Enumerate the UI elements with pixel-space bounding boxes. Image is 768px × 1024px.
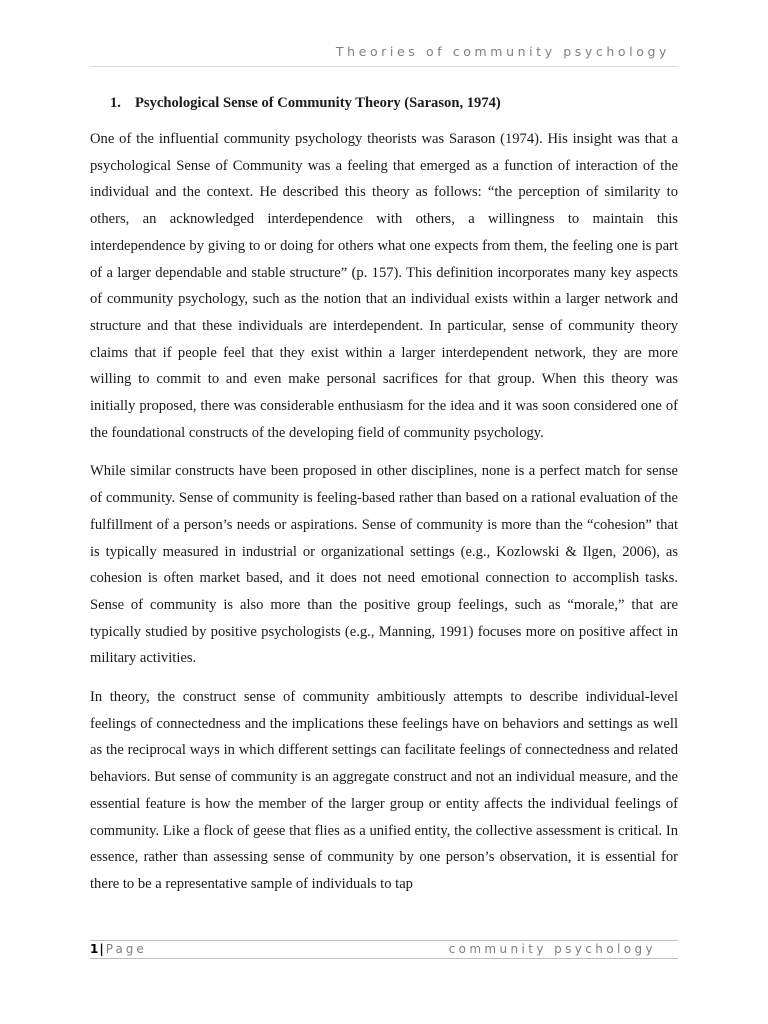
footer-separator: | bbox=[99, 942, 104, 956]
paragraph-1: One of the influential community psychology theorists was Sarason (1974). His insight was that a psychological Sense of Community was a feeling that emerged as a function of interaction of the individual and the context. He described this theory as follows: “the perception of similarity to others, an acknowledged interdependence with others, a willingness to maintain this interdependence by giving to or doing for others what one expects from them, the feeling one is part of a larger dependable and stable structure” (p. 157). This definition incorporates many key aspects of community psychology, such as the notion that an individual exists within a larger network and structure and that these individuals are interdependent. In particular, sense of community theory claims that if people feel that they exist within a larger interdependent network, they are more willing to commit to and even make personal sacrifices for that group. When this theory was initially proposed, there was considerable enthusiasm for the idea and it was soon considered one of the foundational constructs of the developing field of community psychology. bbox=[90, 131, 678, 441]
document-body bbox=[90, 92, 678, 910]
footer-title: community psychology bbox=[448, 942, 656, 956]
paragraph-3: In theory, the construct sense of community ambitiously attempts to describe individual-level feelings of connectedness and the implications these feelings have on behaviors and settings as well as the reciprocal ways in which different settings can facilitate feelings of connectedness and related behaviors. But sense of community is an aggregate construct and not an individual measure, and the essential feature is how the member of the larger group or entity affects the individual feelings of community. Like a flock of geese that flies as a unified entity, the collective assessment is critical. In essence, rather than assessing sense of community by one person’s observation, it is essential for there to be a representative sample of individuals to tap bbox=[90, 689, 678, 892]
page-label: Page bbox=[105, 942, 147, 956]
header-divider bbox=[90, 66, 678, 67]
paragraph-2: While similar constructs have been proposed in other disciplines, none is a perfect match for sense of community. Sense of community is feeling-based rather than based on a rational evaluation of the fulfillment of a person’s needs or aspirations. Sense of community is more than the “cohesion” that is typically measured in industrial or organizational settings (e.g., Kozlowski & Ilgen, 2006), as cohesion is often market based, and it does not need emotional connection to accomplish tasks. Sense of community is also more than the positive group feelings, such as “morale,” that are typically studied by positive psychologists (e.g., Manning, 1991) focuses more on positive affect in military activities. bbox=[90, 463, 678, 667]
page-number: 1 bbox=[90, 942, 99, 956]
section-heading bbox=[110, 92, 678, 114]
page-footer bbox=[90, 941, 678, 958]
footer-divider-bottom bbox=[90, 958, 678, 959]
running-header: Theories of community psychology bbox=[335, 44, 670, 59]
section-title: Psychological Sense of Community Theory (Sarason, 1974) bbox=[135, 95, 501, 111]
section-number: 1. bbox=[110, 95, 121, 111]
